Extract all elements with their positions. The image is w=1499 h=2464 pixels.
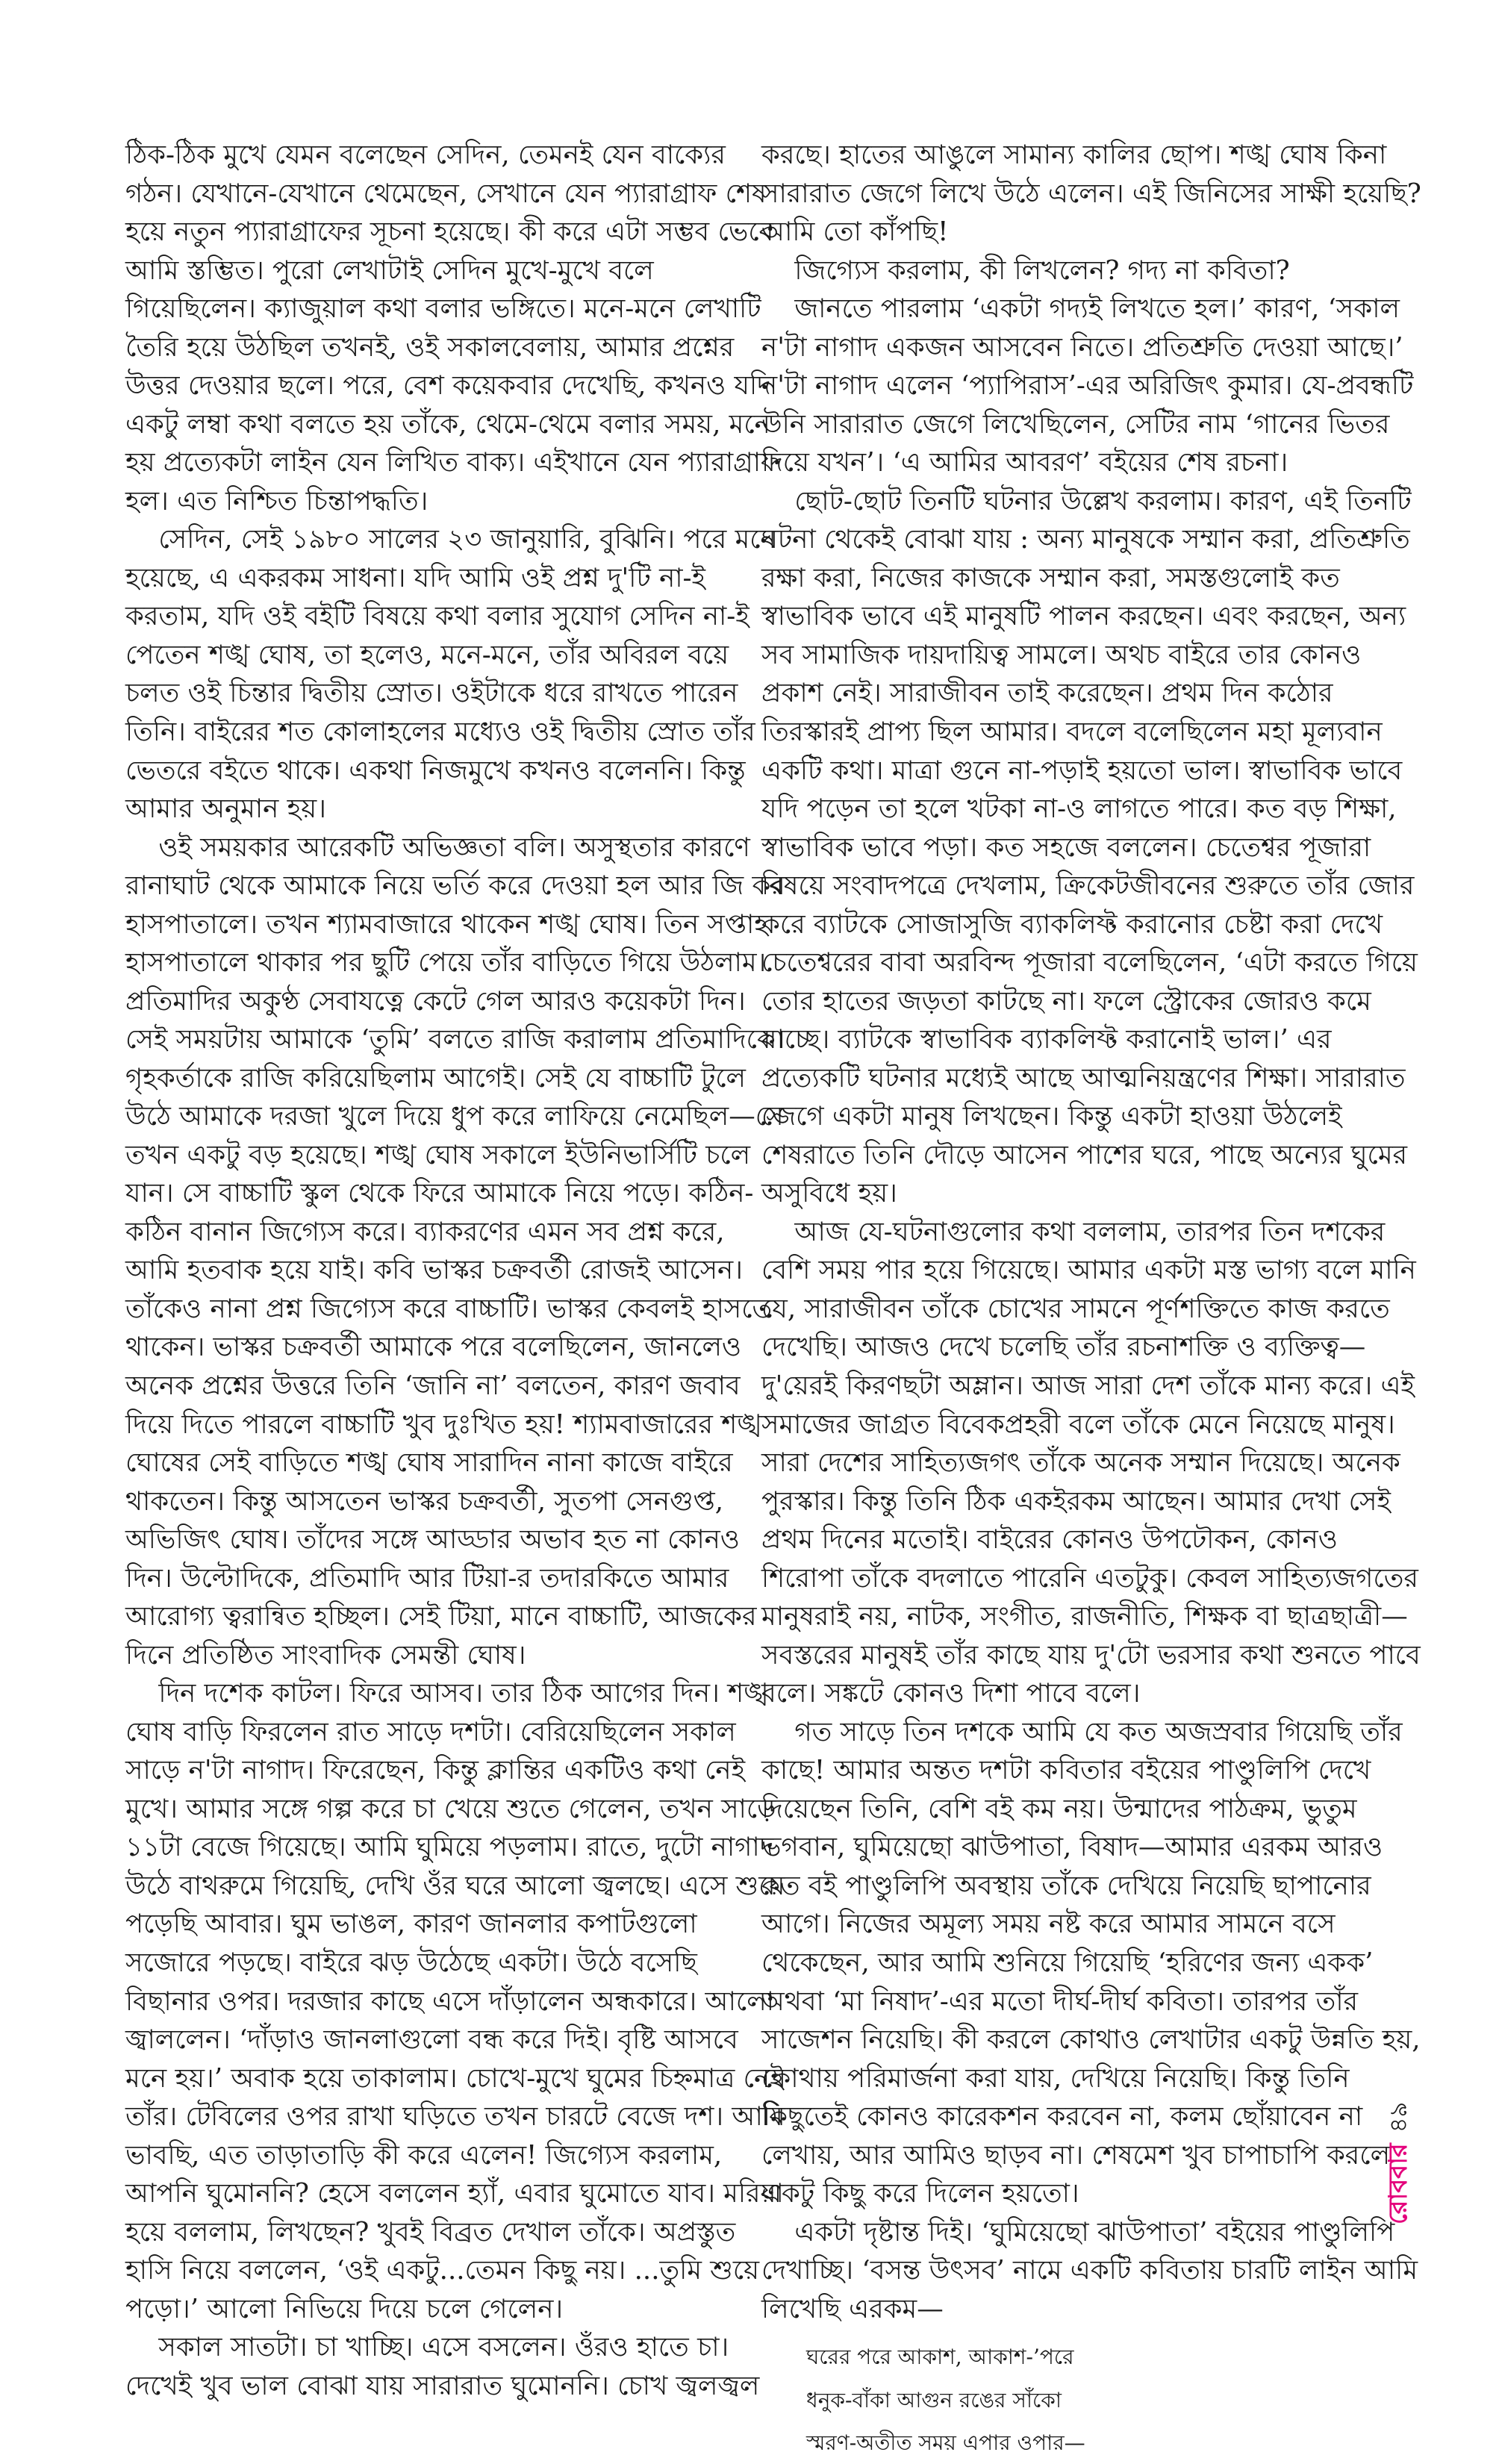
page-number: ৪৯ xyxy=(1384,2101,1412,2133)
poem-line: ঘরের পরে আকাশ, আকাশ-’পরে xyxy=(806,2345,1074,2370)
paragraph: গত সাড়ে তিন দশকে আমি যে কত অজস্রবার গিয়েছি তাঁর কাছে! আমার অন্তত দশটা কবিতার বইয়ের পাণ্ডুলিপি দেখে দিয়েছেন তিনি, বেশি বই কম নয়। উন্মাদের পাঠক্রম, ভুতুম ভগবান, ঘুমিয়েছো ঝাউপাতা, বিষাদ—আমার এরকম আরও কত বই পাণ্ডুলিপি অবস্থায় তাঁকে দেখিয়ে নিয়েছি ছাপানোর আগে। নিজের অমূল্য সময় নষ্ট করে আমার সামনে বসে থেকেছেন, আর আমি শুনিয়ে গিয়েছি ‘হরিণের জন্য একক’ অথবা ‘মা নিষাদ’-এর মতো দীর্ঘ-দীর্ঘ কবিতা। তারপর তাঁর সাজেশন নিয়েছি। কী করলে কোথাও লেখাটার একটু উন্নতি হয়, কোথায় পরিমার্জনা করা যায়, দেখিয়ে নিয়েছি। কিন্তু তিনি কিছুতেই কোনও কারেকশন করবেন না, কলম ছোঁয়াবেন না লেখায়, আর আমিও ছাড়ব না। শেষমেশ খুব চাপাচাপি করলে একটু কিছু করে দিলেন হয়তো। xyxy=(761,1716,1421,2209)
article-column-right xyxy=(761,136,1422,2464)
paragraph: ঠিক-ঠিক মুখে যেমন বলেছেন সেদিন, তেমনই যেন বাক্যের গঠন। যেখানে-যেখানে থেমেছেন, সেখানে যেন প্যারাগ্রাফ শেষ হয়ে নতুন প্যারাগ্রাফের সূচনা হয়েছে। কী করে এটা সম্ভব ভেবে আমি স্তম্ভিত। পুরো লেখাটাই সেদিন মুখে-মুখে বলে গিয়েছিলেন। ক্যাজুয়াল কথা বলার ভঙ্গিতে। মনে-মনে লেখাটি তৈরি হয়ে উঠছিল তখনই, ওই সকালবেলায়, আমার প্রশ্নের উত্তর দেওয়ার ছলে। পরে, বেশ কয়েকবার দেখেছি, কখনও যদি একটু লম্বা কথা বলতে হয় তাঁকে, থেমে-থেমে বলার সময়, মনে হয় প্রত্যেকটা লাইন যেন লিখিত বাক্য। এইখানে যেন প্যারাগ্রাফ হল। এত নিশ্চিত চিন্তাপদ্ধতি। xyxy=(125,140,780,517)
paragraph: একটা দৃষ্টান্ত দিই। ‘ঘুমিয়েছো ঝাউপাতা’ বইয়ের পাণ্ডুলিপি দেখাচ্ছি। ‘বসন্ত উৎসব’ নামে একটি কবিতায় চারটি লাইন আমি লিখেছি এরকম— xyxy=(761,2216,1418,2324)
paragraph: সেদিন, সেই ১৯৮০ সালের ২৩ জানুয়ারি, বুঝিনি। পরে মনে হয়েছে, এ একরকম সাধনা। যদি আমি ওই প্রশ্ন দু'টি না-ই করতাম, যদি ওই বইটি বিষয়ে কথা বলার সুযোগ সেদিন না-ই পেতেন শঙ্খ ঘোষ, তা হলেও, মনে-মনে, তাঁর অবিরল বয়ে চলত ওই চিন্তার দ্বিতীয় স্রোত। ওইটাকে ধরে রাখতে পারেন তিনি। বাইরের শত কোলাহলের মধ্যেও ওই দ্বিতীয় স্রোত তাঁর ভেতরে বইতে থাকে। একথা নিজমুখে কখনও বলেননি। কিন্তু আমার অনুমান হয়। xyxy=(125,524,776,825)
paragraph: দিন দশেক কাটল। ফিরে আসব। তার ঠিক আগের দিন। শঙ্খ ঘোষ বাড়ি ফিরলেন রাত সাড়ে দশটা। বেরিয়েছিলেন সকাল সাড়ে ন'টা নাগাদ। ফিরেছেন, কিন্তু ক্লান্তির একটিও কথা নেই মুখে। আমার সঙ্গে গল্প করে চা খেয়ে শুতে গেলেন, তখন সাড়ে ১১টা বেজে গিয়েছে। আমি ঘুমিয়ে পড়লাম। রাতে, দুটো নাগাদ উঠে বাথরুমে গিয়েছি, দেখি ওঁর ঘরে আলো জ্বলছে। এসে শুয়ে পড়েছি আবার। ঘুম ভাঙল, কারণ জানলার কপাটগুলো সজোরে পড়ছে। বাইরে ঝড় উঠেছে একটা। উঠে বসেছি বিছানার ওপর। দরজার কাছে এসে দাঁড়ালেন অন্ধকারে। আলো জ্বাললেন। ‘দাঁড়াও জানলাগুলো বন্ধ করে দিই। বৃষ্টি আসবে মনে হয়।’ অবাক হয়ে তাকালাম। চোখে-মুখে ঘুমের চিহ্নমাত্র নেই তাঁর। টেবিলের ওপর রাখা ঘড়িতে তখন চারটে বেজে দশ। আমি ভাবছি, এত তাড়াতাড়ি কী করে এলেন! জিগ্যেস করলাম, আপনি ঘুমোননি? হেসে বললেন হ্যাঁ, এবার ঘুমোতে যাব। মরিয়া হয়ে বললাম, লিখছেন? খুবই বিব্রত দেখাল তাঁকে। অপ্রস্তুত হাসি নিয়ে বললেন, ‘ওই একটু...তেমন কিছু নয়। ...তুমি শুয়ে পড়ো।’ আলো নিভিয়ে দিয়ে চলে গেলেন। xyxy=(125,1678,785,2324)
paragraph: আজ যে-ঘটনাগুলোর কথা বললাম, তারপর তিন দশকের বেশি সময় পার হয়ে গিয়েছে। আমার একটা মস্ত ভাগ্য বলে মানি যে, সারাজীবন তাঁকে চোখের সামনে পূর্ণশক্তিতে কাজ করতে দেখেছি। আজও দেখে চলেছি তাঁর রচনাশক্তি ও ব্যক্তিত্ব—দু'য়েরই কিরণছটা অম্লান। আজ সারা দেশ তাঁকে মান্য করে। এই সমাজের জাগ্রত বিবেকপ্রহরী বলে তাঁকে মেনে নিয়েছে মানুষ। সারা দেশের সাহিত্যজগৎ তাঁকে অনেক সম্মান দিয়েছে। অনেক পুরস্কার। কিন্তু তিনি ঠিক একইরকম আছেন। আমার দেখা সেই প্রথম দিনের মতোই। বাইরের কোনও উপঢৌকন, কোনও শিরোপা তাঁকে বদলাতে পারেনি এতটুকু। কেবল সাহিত্যজগতের মানুষরাই নয়, নাটক, সংগীত, রাজনীতি, শিক্ষক বা ছাত্রছাত্রী—সবস্তরের মানুষই তাঁর কাছে যায় দু'টো ভরসার কথা শুনতে পাবে বলে। সঙ্কটে কোনও দিশা পাবে বলে। xyxy=(761,1216,1421,1709)
poem-line: স্মরণ-অতীত সময় এপার ওপার— xyxy=(806,2430,1085,2456)
magazine-name: রোববার xyxy=(1383,2143,1413,2224)
paragraph: করছে। হাতের আঙুলে সামান্য কালির ছোপ। শঙ্খ ঘোষ কিনা সারারাত জেগে লিখে উঠে এলেন। এই জিনিসের সাক্ষী হয়েছি? আমি তো কাঁপছি! xyxy=(761,140,1421,248)
article-column-left xyxy=(125,136,786,2405)
page-folio xyxy=(1370,2075,1415,2224)
poem-line: ধনুক-বাঁকা আগুন রঙের সাঁকো xyxy=(806,2387,1062,2412)
paragraph: জিগ্যেস করলাম, কী লিখলেন? গদ্য না কবিতা? xyxy=(794,255,1290,286)
paragraph: জানতে পারলাম ‘একটা গদ্যই লিখতে হল।’ কারণ, ‘সকাল ন'টা নাগাদ একজন আসবেন নিতে। প্রতিশ্রুতি দেওয়া আছে।’ ন'টা নাগাদ এলেন ‘প্যাপিরাস’-এর অরিজিৎ কুমার। যে-প্রবন্ধটি উনি সারারাত জেগে লিখেছিলেন, সেটির নাম ‘গানের ভিতর দিয়ে যখন’। ‘এ আমির আবরণ’ বইয়ের শেষ রচনা। xyxy=(761,293,1414,478)
paragraph: ছোট-ছোট তিনটি ঘটনার উল্লেখ করলাম। কারণ, এই তিনটি ঘটনা থেকেই বোঝা যায় : অন্য মানুষকে সম্মান করা, প্রতিশ্রুতি রক্ষা করা, নিজের কাজকে সম্মান করা, সমস্তগুলোই কত স্বাভাবিক ভাবে এই মানুষটি পালন করছেন। এবং করছেন, অন্য সব সামাজিক দায়দায়িত্ব সামলে। অথচ বাইরে তার কোনও প্রকাশ নেই। সারাজীবন তাই করেছেন। প্রথম দিন কঠোর তিরস্কারই প্রাপ্য ছিল আমার। বদলে বলেছিলেন মহা মূল্যবান একটি কথা। মাত্রা গুনে না-পড়াই হয়তো ভাল। স্বাভাবিক ভাবে যদি পড়েন তা হলে খটকা না-ও লাগতে পারে। কত বড় শিক্ষা, স্বাভাবিক ভাবে পড়া। কত সহজে বললেন। চেতেশ্বর পূজারা বিষয়ে সংবাদপত্রে দেখলাম, ক্রিকেটজীবনের শুরুতে তাঁর জোর করে ব্যাটকে সোজাসুজি ব্যাকলিফ্ট করানোর চেষ্টা করা দেখে চেতেশ্বরের বাবা অরবিন্দ পূজারা বলেছিলেন, ‘এটা করতে গিয়ে তোর হাতের জড়তা কাটছে না। ফলে স্ট্রোকের জোরও কমে যাচ্ছে। ব্যাটকে স্বাভাবিক ব্যাকলিফ্ট করানোই ভাল।’ এর প্রত্যেকটি ঘটনার মধ্যেই আছে আত্মনিয়ন্ত্রণের শিক্ষা। সারারাত জেগে একটা মানুষ লিখছেন। কিন্তু একটা হাওয়া উঠলেই শেষরাতে তিনি দৌড়ে আসেন পাশের ঘরে, পাছে অন্যের ঘুমের অসুবিধে হয়। xyxy=(761,485,1418,1209)
poem-excerpt xyxy=(806,2336,1422,2464)
paragraph: ওই সময়কার আরেকটি অভিজ্ঞতা বলি। অসুস্থতার কারণে রানাঘাট থেকে আমাকে নিয়ে ভর্তি করে দেওয়া হল আর জি কর হাসপাতালে। তখন শ্যামবাজারে থাকেন শঙ্খ ঘোষ। তিন সপ্তাহ হাসপাতালে থাকার পর ছুটি পেয়ে তাঁর বাড়িতে গিয়ে উঠলাম। প্রতিমাদির অকুণ্ঠ সেবাযত্নে কেটে গেল আরও কয়েকটা দিন। সেই সময়টায় আমাকে ‘তুমি’ বলতে রাজি করালাম প্রতিমাদিকে। গৃহকর্তাকে রাজি করিয়েছিলাম আগেই। সেই যে বাচ্চাটি টুলে উঠে আমাকে দরজা খুলে দিয়ে ধুপ করে লাফিয়ে নেমেছিল—সে তখন একটু বড় হয়েছে। শঙ্খ ঘোষ সকালে ইউনিভার্সিটি চলে যান। সে বাচ্চাটি স্কুল থেকে ফিরে আমাকে নিয়ে পড়ে। কঠিন-কঠিন বানান জিগ্যেস করে। ব্যাকরণের এমন সব প্রশ্ন করে, আমি হতবাক হয়ে যাই। কবি ভাস্কর চক্রবর্তী রোজই আসেন। তাঁকেও নানা প্রশ্ন জিগ্যেস করে বাচ্চাটি। ভাস্কর কেবলই হাসতে থাকেন। ভাস্কর চক্রবর্তী আমাকে পরে বলেছিলেন, জানলেও অনেক প্রশ্নের উত্তরে তিনি ‘জানি না’ বলতেন, কারণ জবাব দিয়ে দিতে পারলে বাচ্চাটি খুব দুঃখিত হয়! শ্যামবাজারের শঙ্খ ঘোষের সেই বাড়িতে শঙ্খ ঘোষ সারাদিন নানা কাজে বাইরে থাকতেন। কিন্তু আসতেন ভাস্কর চক্রবর্তী, সুতপা সেনগুপ্ত, অভিজিৎ ঘোষ। তাঁদের সঙ্গে আড্ডার অভাব হত না কোনও দিন। উল্টোদিকে, প্রতিমাদি আর টিয়া-র তদারকিতে আমার আরোগ্য ত্বরান্বিত হচ্ছিল। সেই টিয়া, মানে বাচ্চাটি, আজকের দিনে প্রতিষ্ঠিত সাংবাদিক সেমন্তী ঘোষ। xyxy=(125,832,785,1671)
paragraph: সকাল সাতটা। চা খাচ্ছি। এসে বসলেন। ওঁরও হাতে চা। দেখেই খুব ভাল বোঝা যায় সারারাত ঘুমোননি। চোখ জ্বলজ্বল xyxy=(125,2332,760,2401)
